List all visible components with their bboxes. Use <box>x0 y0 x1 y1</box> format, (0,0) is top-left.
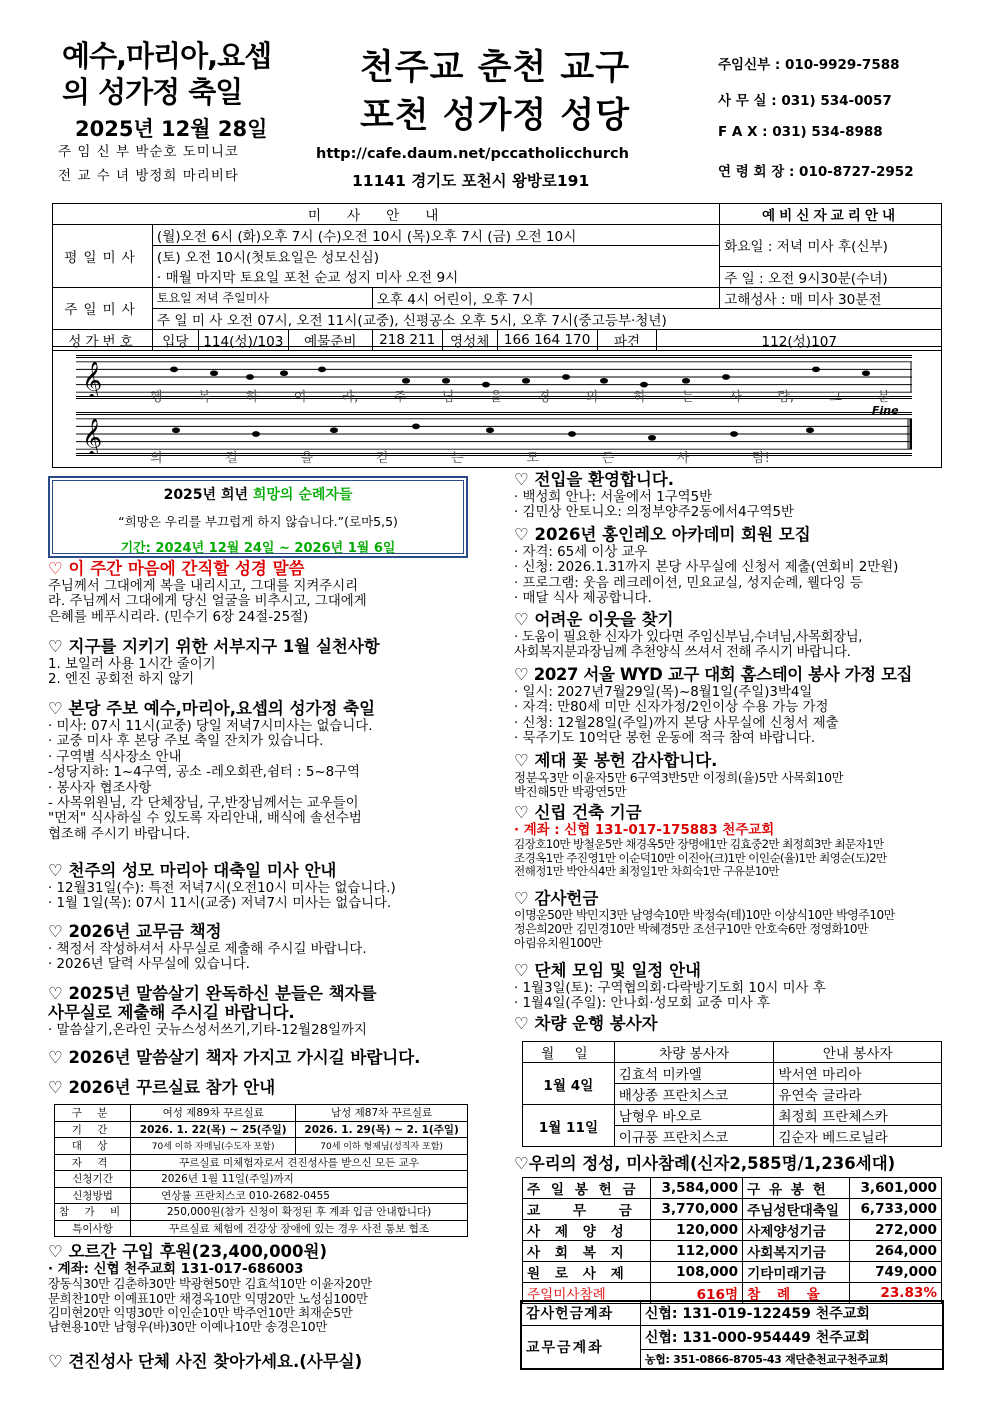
text-car-rows-0-guides-1: 유연숙 글라라 <box>774 1084 942 1105</box>
welcome-section <box>514 471 794 521</box>
text-finance-rows-3-3: 264,000 <box>849 1241 941 1262</box>
fine-mark: Fine <box>872 404 899 417</box>
text-finance-rows-1-0: 교 무 금 <box>523 1199 651 1220</box>
text-right-wyd-3: · 묵주기도 10억단 봉헌 운동에 적극 참여 바랍니다. <box>514 731 816 747</box>
text-car-headers-0: 월 일 <box>523 1042 615 1063</box>
text-music-lyric1-8: 경 <box>537 390 551 405</box>
lyric-line-2 <box>150 447 770 466</box>
text-right-leo-3: · 매달 식사 제공합니다. <box>514 591 652 607</box>
text-left-word: · 말씀살기,온라인 굿뉴스성서쓰기,기타-12월28일까지 <box>48 1022 367 1038</box>
entrance-hymn: 114(성)/103 <box>198 329 288 350</box>
text-right-leo-0: · 자격: 65세 이상 교우 <box>514 544 648 560</box>
text-right-group-1: · 1월4일(주일): 안나회·성모회 교중 미사 후 <box>514 996 770 1012</box>
finance-table <box>522 1177 942 1304</box>
fee-section <box>48 923 367 973</box>
text-car-rows-0-drivers-1: 배상종 프란치스코 <box>614 1084 774 1105</box>
text-left-earth-0: 1. 보일러 사용 1시간 줄이기 <box>48 656 216 672</box>
poor-heading: ♡ 어려운 이웃을 찾기 <box>514 610 674 629</box>
text-cursillo-rows-7-0: 특이사항 <box>55 1220 131 1237</box>
svg-text:𝄞: 𝄞 <box>82 360 103 396</box>
build-section <box>514 804 887 878</box>
text-music-lyric2-3: 걷 <box>375 451 389 466</box>
svg-text:𝄞: 𝄞 <box>82 417 103 453</box>
text-music-lyric1-4: 라, <box>341 390 359 405</box>
text-car-headers-1: 차량 봉사자 <box>614 1042 774 1063</box>
text-right-build-2: 전해정1만 박안식4만 최정일1만 차희숙1만 구유분10만 <box>514 864 779 879</box>
text-cursillo-rows-3-0: 자 격 <box>55 1154 131 1171</box>
text-cursillo-rows-6-0: 참 가 비 <box>55 1204 131 1221</box>
build-heading: ♡ 신립 건축 기금 <box>514 803 642 822</box>
sat-eve-mass: 오후 4시 어린이, 오후 7시 <box>372 287 719 308</box>
jubilee-quote: “희망은 우리를 부끄럽게 하지 않습니다.”(로마5,5) <box>118 514 398 529</box>
fee-account-label: 교무금계좌 <box>521 1325 640 1369</box>
thanks-account-value: 신협: 131-019-122459 천주교회 <box>640 1301 943 1325</box>
earth-section <box>48 638 380 688</box>
text-car-rows-0-date: 1월 4일 <box>523 1063 615 1105</box>
text-finance-rows-3-2: 사회복지기금 <box>743 1241 850 1262</box>
text-right-wyd-0: · 일시: 2027년7월29일(목)~8월1일(주일)3박4일 <box>514 684 813 700</box>
text-left-feast-5: - 사목위원님, 각 단체장님, 구,반장님께서는 교우들이 <box>48 796 359 811</box>
thanks-section <box>514 890 895 950</box>
text-music-lyric1-15: 분 <box>877 390 890 405</box>
bulletin-date: 2025년 12월 28일 <box>75 117 268 141</box>
text-cursillo-rows-5-0: 신청방법 <box>55 1187 131 1204</box>
text-right-leo-1: · 신청: 2026.1.31까지 본당 사무실에 신청서 제출(연회비 2만원) <box>514 560 899 576</box>
dismissal-hymn: 112(성)107 <box>657 329 942 350</box>
leo-heading: ♡ 2026년 홍인레오 아카데미 회원 모집 <box>514 525 811 544</box>
text-car-rows-1-drivers-1: 이규풍 프란치스코 <box>614 1126 774 1147</box>
text-music-lyric2-1: 길 <box>225 451 238 466</box>
photo-section <box>48 1353 362 1372</box>
text-left-organ-2: 김미현20만 익명30만 이인순10만 박주언10만 최재순5만 <box>48 1304 353 1320</box>
car-section <box>514 1015 658 1034</box>
parish-title: 포천 성가정 성당 <box>360 96 631 136</box>
catechumen-2: 주 일 : 오전 9시30분(수녀) <box>720 266 942 287</box>
text-finance-rows-2-2: 사제양성기금 <box>743 1220 850 1241</box>
text-music-lyric1-9: 외 <box>585 390 599 405</box>
text-music-lyric1-11: 는 <box>681 390 695 405</box>
thanks-heading: ♡ 감사헌금 <box>514 889 599 908</box>
text-left-feast-2: · 구역별 식사장소 안내 <box>48 749 182 765</box>
text-cursillo-rows-2-0: 대 상 <box>55 1138 131 1155</box>
mass-schedule-table <box>52 203 942 351</box>
wyd-section <box>514 666 912 747</box>
text-cursillo-rows-5-1: 연상률 프란치스코 010-2682-0455 <box>131 1187 468 1204</box>
text-music-lyric2-7: 사 <box>676 451 690 466</box>
text-cursillo-rows-2-1: 70세 이하 자매님(수도자 포함) <box>131 1138 296 1155</box>
cursillo-table <box>54 1104 468 1237</box>
weekday-mass-2: (토) 오전 10시(첫토요일은 성모신심) <box>152 246 719 267</box>
text-left-fee-0: · 책정서 작성하셔서 사무실로 제출해 주시길 바랍니다. <box>48 941 367 957</box>
contact-pastor: 주임신부 : 010-9929-7588 <box>718 57 900 73</box>
text-right-build-0: 김장호10만 방철운5만 채경옥5만 장명애1만 김효중2만 최정희3만 최문자1만 <box>514 837 884 852</box>
text-left-feast-7: 협조해 주시기 바랍니다. <box>48 826 191 842</box>
text-cursillo-rows-3-1: 꾸르실료 미체험자로서 견진성사를 받으신 모든 교우 <box>131 1154 468 1171</box>
contact-office: 사 무 실 : 031) 534-0057 <box>718 93 892 109</box>
text-finance-rows-4-3: 749,000 <box>849 1262 941 1283</box>
text-cursillo-rows-1-2: 2026. 1. 29(목) ~ 2. 1(주일) <box>296 1121 468 1138</box>
text-finance-rows-5-3: 23.83% <box>849 1283 941 1304</box>
text-music-lyric2-4: 는 <box>451 451 464 466</box>
text-left-organ-3: 남현용10만 남형우(바)30만 이예나10만 송경은10만 <box>48 1319 328 1335</box>
text-finance-rows-3-0: 사 회 복 지 <box>523 1241 651 1262</box>
account-table <box>520 1300 944 1370</box>
text-music-lyric1-12: 사 <box>729 390 742 405</box>
text-music-lyric1-3: 여 <box>293 390 307 405</box>
text-right-thanks-0: 이명운50만 박민지3만 남영숙10만 박정숙(테)10만 이상식10만 박영주10만 <box>514 907 895 922</box>
text-left-bible-0: 주님께서 그대에게 복을 내리시고, 그대를 지켜주시리 <box>48 578 359 594</box>
thanks-account-label: 감사헌금계좌 <box>521 1301 640 1325</box>
text-car-rows-1-drivers-0: 남형우 바오로 <box>614 1105 774 1126</box>
word-2026-heading: ♡ 2026년 말씀살기 책자 가지고 가시길 바랍니다. <box>48 1048 421 1067</box>
text-right-leo-2: · 프로그램: 웃음 레크레이션, 민요교실, 성지순례, 웰다잉 등 <box>514 575 863 591</box>
leo-section <box>514 526 898 607</box>
text-cursillo-rows-0-2: 남성 제87차 꾸르실료 <box>296 1105 468 1122</box>
text-music-lyric1-5: 주 <box>393 390 407 405</box>
text-music-lyric1-14: 그 <box>829 390 842 405</box>
text-car-rows-1-guides-1: 김순자 베드로닐라 <box>774 1126 942 1147</box>
sunday-mass: 주 일 미 사 오전 07시, 오전 11시(교중), 신평공소 오후 5시, 오후 7시(중고등부·청년) <box>152 308 941 329</box>
car-table <box>522 1041 942 1147</box>
text-header-feast-line1: 예수,마리아,요셉 <box>62 39 272 73</box>
sunday-label: 주일미사 <box>53 287 153 329</box>
word-2026-section <box>48 1049 420 1068</box>
text-finance-rows-0-0: 주 일 봉 헌 금 <box>523 1178 651 1199</box>
text-left-feast-6: "먼저" 식사하실 수 있도록 자리안내, 배식에 솔선수범 <box>48 811 362 827</box>
hymn-label: 성가번호 <box>53 329 153 350</box>
text-music-lyric1-2: 하 <box>245 390 259 405</box>
text-music-lyric2-2: 을 <box>300 451 314 466</box>
text-cursillo-rows-4-0: 신청기간 <box>55 1171 131 1188</box>
text-car-rows-0-drivers-0: 김효석 미카엘 <box>614 1063 774 1084</box>
jubilee-box <box>48 476 468 558</box>
text-finance-rows-0-2: 구 유 봉 헌 <box>743 1178 850 1199</box>
text-right-wyd-2: · 신청: 12월28일(주일)까지 본당 사무실에 신청서 제출 <box>514 715 839 731</box>
confession-time: 고해성사 : 매 미사 30분전 <box>720 287 942 308</box>
text-music-lyric2-5: 모 <box>526 451 539 466</box>
mass-title: 미사안내 <box>53 204 720 225</box>
text-finance-rows-2-1: 120,000 <box>650 1220 742 1241</box>
weekday-mass-3: · 매월 마지막 토요일 포천 순교 성지 미사 오전 9시 <box>152 266 719 287</box>
car-heading: ♡ 차량 운행 봉사자 <box>514 1014 658 1033</box>
text-music-lyric1-7: 을 <box>489 390 503 405</box>
organ-section <box>48 1243 372 1334</box>
text-music-lyric2-0: 의 <box>150 451 163 466</box>
text-cursillo-rows-4-1: 2026년 1월 11일(주일)까지 <box>131 1171 468 1188</box>
text-finance-rows-1-3: 6,733,000 <box>849 1199 941 1220</box>
jubilee-period: 기간: 2024년 12월 24일 ~ 2026년 1월 6일 <box>120 541 396 556</box>
text-right-wyd-1: · 자격: 만80세 미만 신자가정/2인이상 수용 가능 가정 <box>514 700 829 716</box>
text-left-mary-0: · 12월31일(수): 특전 저녁7시(오전10시 미사는 없습니다.) <box>48 880 396 896</box>
photo-heading: ♡ 견진성사 단체 사진 찾아가세요.(사무실) <box>48 1352 363 1371</box>
pastor-name: 주 임 신 부 박순호 도미니코 <box>58 144 239 160</box>
text-left-bible-1: 라. 주님께서 그대에게 당신 얼굴을 비추시고, 그대에게 <box>48 594 367 610</box>
feast-heading: ♡ 본당 주보 예수,마리아,요셉의 성가정 축일 <box>48 699 376 718</box>
text-header-feast-line2: 의 성가정 축일 <box>62 75 243 109</box>
flower-section <box>514 752 843 800</box>
text-right-poor-1: 사회복지분과장님께 추천양식 쓰셔서 전해 주시기 바랍니다. <box>514 645 851 661</box>
text-right-welcome-1: · 김민상 안토니오: 의정부양주2동에서4구역5반 <box>514 505 794 521</box>
text-left-feast-0: · 미사: 07시 11시(교중) 당일 저녁7시미사는 없습니다. <box>48 718 373 734</box>
cafe-url[interactable]: http://cafe.daum.net/pccatholicchurch <box>316 146 629 162</box>
offertory-hymn: 218 211 <box>372 329 442 350</box>
text-finance-rows-3-1: 112,000 <box>650 1241 742 1262</box>
communion-label: 영성체 <box>442 329 497 350</box>
text-cursillo-rows-0-1: 여성 제89차 꾸르실료 <box>131 1105 296 1122</box>
text-cursillo-rows-6-1: 250,000원(참가 신청이 확정된 후 계좌 입금 안내합니다) <box>131 1204 468 1221</box>
text-right-thanks-2: 아림유치원100만 <box>514 935 602 950</box>
text-finance-rows-2-3: 272,000 <box>849 1220 941 1241</box>
text-finance-rows-0-3: 3,601,000 <box>849 1178 941 1199</box>
offering-section <box>514 1155 895 1174</box>
text-cursillo-rows-1-0: 기 간 <box>55 1121 131 1138</box>
text-left-feast-4: · 봉사자 협조사항 <box>48 780 152 796</box>
text-right-build-1: 조경옥1만 주진영1만 이순덕10만 이진아(크)1만 이인순(율)1만 최영순(도)2만 <box>514 850 887 865</box>
organ-account: · 계좌: 신협 천주교회 131-017-686003 <box>48 1261 304 1277</box>
bible-heading: ♡ 이 주간 마음에 간직할 성경 말씀 <box>48 559 305 578</box>
text-finance-rows-2-0: 사 제 양 성 <box>523 1220 651 1241</box>
text-left-feast-1: · 교중 미사 후 본당 주보 축일 잔치가 있습니다. <box>48 734 324 750</box>
text-cursillo-rows-7-1: 꾸르실료 체험에 건강상 장애에 있는 경우 사전 통보 협조 <box>131 1220 468 1237</box>
offering-heading: ♡우리의 정성, 미사참례(신자2,585명/1,236세대) <box>514 1154 896 1173</box>
text-music-lyric2-6: 든 <box>601 451 615 466</box>
text-cursillo-rows-0-0: 구 분 <box>55 1105 131 1122</box>
word-section <box>48 985 377 1038</box>
text-right-flower-1: 박진해5만 박광연5만 <box>514 784 627 800</box>
poor-section <box>514 611 862 661</box>
contact-funeral: 연 령 회 장 : 010-8727-2952 <box>718 164 914 180</box>
offertory-label: 예물준비 <box>288 329 372 350</box>
diocese-title: 천주교 춘천 교구 <box>360 48 631 88</box>
text-finance-rows-5-2: 참 례 율 <box>743 1283 850 1304</box>
weekday-label: 평일미사 <box>53 225 153 288</box>
dismissal-label: 파견 <box>597 329 657 350</box>
text-finance-rows-4-1: 108,000 <box>650 1262 742 1283</box>
text-car-rows-1-date: 1월 11일 <box>523 1105 615 1147</box>
organ-heading: ♡ 오르간 구입 후원(23,400,000원) <box>48 1242 328 1261</box>
mary-heading: ♡ 천주의 성모 마리아 대축일 미사 안내 <box>48 861 337 880</box>
feast-title <box>62 38 271 110</box>
cursillo-section <box>48 1079 275 1098</box>
fee-heading: ♡ 2026년 교무금 책정 <box>48 922 222 941</box>
catechumen-title: 예비신자교리안내 <box>720 204 942 225</box>
lyric-line-1 <box>150 386 890 405</box>
text-finance-rows-1-2: 주님성탄대축일 <box>743 1199 850 1220</box>
text-music-lyric1-10: 하 <box>633 390 647 405</box>
text-car-rows-1-guides-0: 최정희 프란체스카 <box>774 1105 942 1126</box>
jubilee-year: 2025년 희년 <box>163 487 248 503</box>
parish-address: 11141 경기도 포천시 왕방로191 <box>352 172 590 190</box>
text-right-poor-0: · 도움이 필요한 신자가 있다면 주임신부님,수녀님,사목회장님, <box>514 629 863 645</box>
text-finance-rows-5-1: 616명 <box>650 1283 742 1304</box>
text-finance-rows-5-0: 주일미사참례 <box>523 1283 651 1304</box>
contact-fax: F A X : 031) 534-8988 <box>718 124 883 140</box>
text-finance-rows-1-1: 3,770,000 <box>650 1199 742 1220</box>
text-left-feast-3: -성당지하: 1~4구역, 공소 -레오회관,쉼터 : 5~8구역 <box>48 765 360 781</box>
text-right-group-0: · 1월3일(토): 구역협의회·다락방기도회 10시 미사 후 <box>514 980 826 996</box>
fee-account-value-2: 농협: 351-0866-8705-43 재단춘천교구천주교회 <box>640 1349 943 1369</box>
text-left-organ-0: 장동식30만 김춘하30만 박광현50만 김효석10만 이윤자20만 <box>48 1276 372 1292</box>
sister-name: 전 교 수 녀 방정희 마리비타 <box>58 168 239 184</box>
build-account: · 계좌 : 신협 131-017-175883 천주교회 <box>514 822 775 838</box>
fee-account-value-1: 신협: 131-000-954449 천주교회 <box>640 1325 943 1349</box>
feast-section <box>48 700 375 842</box>
text-music-lyric1-0: 행 <box>150 390 163 405</box>
text-car-rows-0-guides-0: 박서연 마리아 <box>774 1063 942 1084</box>
text-left-organ-1: 문희찬10만 이예표10만 채경옥10만 익명20만 노성심100만 <box>48 1290 368 1306</box>
bible-section <box>48 560 367 625</box>
text-cursillo-rows-2-2: 70세 이하 형제님(성직자 포함) <box>296 1138 468 1155</box>
weekday-mass-1: (월)오전 6시 (화)오후 7시 (수)오전 10시 (목)오후 7시 (금) 오전 10시 <box>152 225 719 246</box>
jubilee-theme: 희망의 순례자들 <box>252 487 353 503</box>
text-music-lyric1-6: 님 <box>441 390 455 405</box>
word-heading-1: ♡ 2025년 말씀살기 완독하신 분들은 책자를 <box>48 984 377 1003</box>
text-cursillo-rows-1-1: 2026. 1. 22(목) ~ 25(주일) <box>131 1121 296 1138</box>
entrance-label: 입당 <box>152 329 198 350</box>
text-left-mary-1: · 1월 1일(목): 07시 11시(교중) 저녁7시 미사는 없습니다. <box>48 896 392 912</box>
word-heading-2: 사무실로 제출해 주시길 바랍니다. <box>48 1002 295 1022</box>
communion-hymn: 166 164 170 <box>497 329 597 350</box>
text-car-headers-2: 안내 봉사자 <box>774 1042 942 1063</box>
text-left-fee-1: · 2026년 달력 사무실에 있습니다. <box>48 957 250 973</box>
text-right-thanks-1: 정은희20만 김민경10만 박혜경5만 조선구10만 안호숙6만 정영화10만 <box>514 921 869 936</box>
text-finance-rows-0-1: 3,584,000 <box>650 1178 742 1199</box>
text-right-flower-0: 정분옥3만 이윤자5만 6구역3반5만 이정희(율)5만 사목회10만 <box>514 769 844 785</box>
sat-eve-label: 토요일 저녁 주일미사 <box>152 287 372 308</box>
text-left-bible-2: 은혜를 베푸시리라. (민수기 6장 24절-25절) <box>48 609 309 625</box>
text-music-lyric2-8: 람! <box>752 451 770 466</box>
text-music-lyric1-13: 람, <box>777 390 795 405</box>
cursillo-heading: ♡ 2026년 꾸르실료 참가 안내 <box>48 1078 276 1097</box>
group-section <box>514 962 826 1012</box>
text-finance-rows-4-2: 기타미래기금 <box>743 1262 850 1283</box>
text-left-earth-1: 2. 엔진 공회전 하지 않기 <box>48 672 195 688</box>
welcome-heading: ♡ 전입을 환영합니다. <box>514 470 675 489</box>
text-finance-rows-4-0: 원 로 사 제 <box>523 1262 651 1283</box>
wyd-heading: ♡ 2027 서울 WYD 교구 대회 홈스테이 봉사 가정 모집 <box>514 665 913 684</box>
group-heading: ♡ 단체 모임 및 일정 안내 <box>514 961 701 980</box>
flower-heading: ♡ 제대 꽃 봉헌 감사합니다. <box>514 751 718 770</box>
earth-heading: ♡ 지구를 지키기 위한 서부지구 1월 실천사항 <box>48 637 380 656</box>
text-right-welcome-0: · 백성희 안나: 서울에서 1구역5반 <box>514 489 713 505</box>
catechumen-1: 화요일 : 저녁 미사 후(신부) <box>720 225 942 267</box>
mary-section <box>48 862 396 912</box>
text-music-lyric1-1: 복 <box>197 390 211 405</box>
